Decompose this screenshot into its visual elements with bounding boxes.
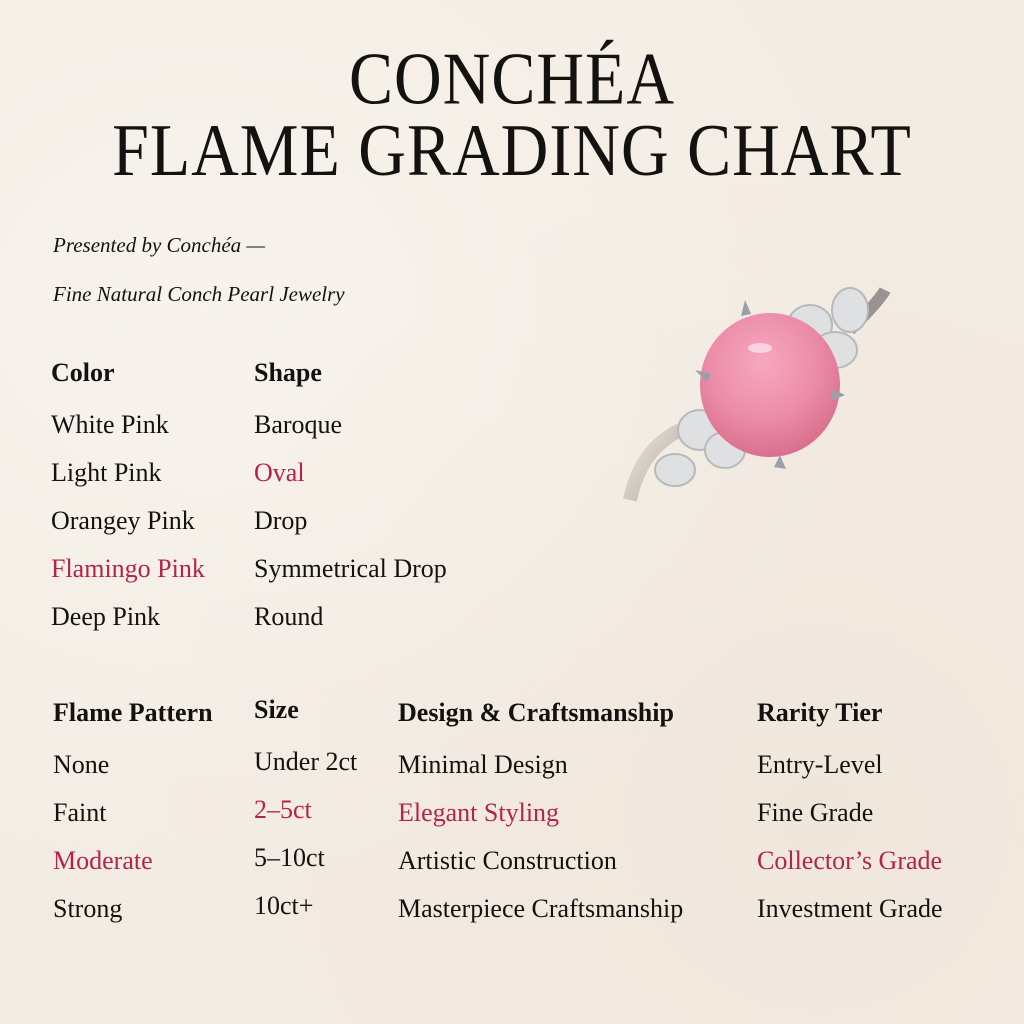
color-item: White Pink	[51, 410, 169, 439]
flame-pattern-item: Faint	[53, 798, 107, 827]
subtitle-presented-by: Presented by Conchéa —	[53, 233, 266, 257]
color-item-highlighted: Flamingo Pink	[51, 554, 205, 583]
rarity-header: Rarity Tier	[757, 698, 883, 727]
design-item: Artistic Construction	[398, 846, 617, 875]
design-item: Masterpiece Craftsmanship	[398, 894, 684, 923]
color-item: Orangey Pink	[51, 506, 195, 535]
color-header: Color	[51, 358, 115, 387]
chart-title: FLAME GRADING CHART	[112, 110, 912, 192]
shape-header: Shape	[254, 358, 322, 387]
subtitle-tagline: Fine Natural Conch Pearl Jewelry	[53, 282, 345, 306]
flame-pattern-header: Flame Pattern	[53, 698, 213, 727]
brand-title: CONCHÉA	[348, 38, 675, 121]
flame-pattern-item-highlighted: Moderate	[53, 846, 153, 875]
rarity-column	[757, 698, 943, 942]
size-item: Under 2ct	[254, 747, 358, 776]
design-item-highlighted: Elegant Styling	[398, 798, 560, 827]
size-item-highlighted: 2–5ct	[254, 795, 312, 824]
rarity-item: Fine Grade	[757, 798, 874, 827]
rarity-item-highlighted: Collector’s Grade	[757, 846, 943, 875]
size-header: Size	[254, 695, 299, 724]
color-item: Light Pink	[51, 458, 162, 487]
rarity-item: Entry-Level	[757, 750, 883, 779]
rarity-item: Investment Grade	[757, 894, 943, 923]
size-item: 10ct+	[254, 891, 314, 920]
design-column	[398, 698, 683, 942]
page-title	[0, 38, 1024, 192]
flame-pattern-column	[53, 698, 213, 942]
flame-pattern-item: Strong	[53, 894, 123, 923]
size-column	[254, 695, 357, 939]
color-item: Deep Pink	[51, 602, 161, 631]
design-item: Minimal Design	[398, 750, 568, 779]
ring-image	[620, 270, 920, 520]
shape-item: Baroque	[254, 410, 343, 439]
shape-item: Round	[254, 602, 324, 631]
size-item: 5–10ct	[254, 843, 325, 872]
shape-item: Symmetrical Drop	[254, 554, 447, 583]
color-column	[51, 358, 205, 650]
design-header: Design & Craftsmanship	[398, 698, 674, 727]
flame-pattern-item: None	[53, 750, 110, 779]
shape-item: Drop	[254, 506, 308, 535]
shape-item-highlighted: Oval	[254, 458, 305, 487]
shape-column	[254, 358, 447, 650]
